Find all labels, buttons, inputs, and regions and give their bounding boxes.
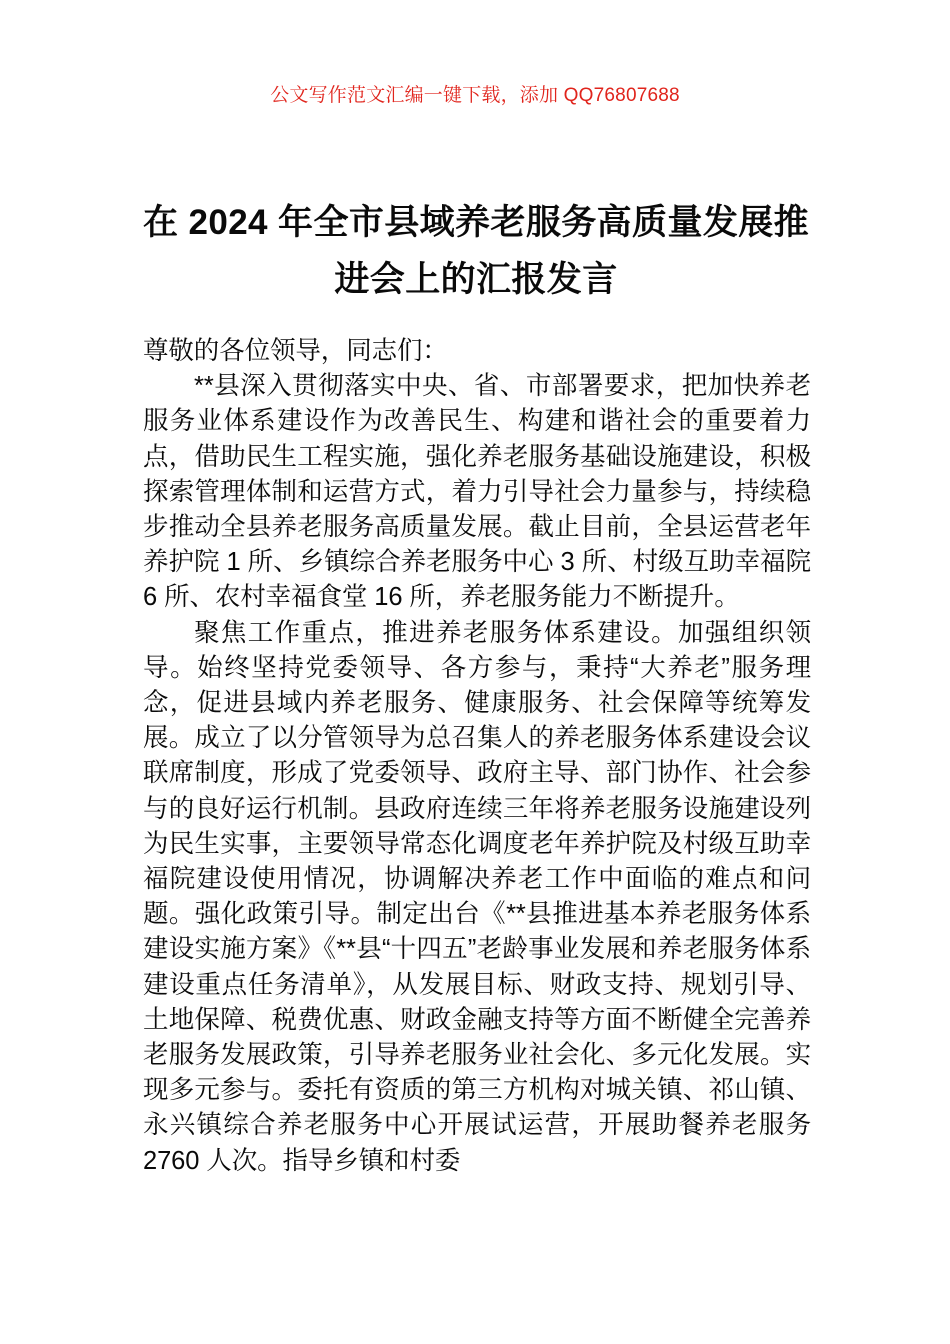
paragraph-key-work-focus: 聚焦工作重点，推进养老服务体系建设。加强组织领导。始终坚持党委领导、各方参与，秉持“大养老”服务理念，促进县域内养老服务、健康服务、社会保障等统筹发展。成立了以分管领导为总召集人的养老服务体系建设会议联席制度，形成了党委领导、政府主导、部门协作、社会参与的良好运行机制。县政府连续三年将养老服务设施建设列为民生实事，主要领导常态化调度老年养护院及村级互助幸福院建设使用情况，协调解决养老工作中面临的难点和问题。强化政策引导。制定出台《**县推进基本养老服务体系建设实施方案》《**县“十四五”老龄事业发展和养老服务体系建设重点任务清单》，从发展目标、财政支持、规划引导、土地保障、税费优惠、财政金融支持等方面不断健全完善养老服务发展政策，引导养老服务业社会化、多元化发展。实现多元参与。委托有资质的第三方机构对城关镇、祁山镇、永兴镇综合养老服务中心开展试运营，开展助餐养老服务 2760 人次。指导乡镇和村委 <box>143 618 811 1175</box>
promo-watermark-header: 公文写作范文汇编一键下载，添加 QQ76807688 <box>270 85 680 106</box>
page-title: 在 2024 年全市县域养老服务高质量发展推进会上的汇报发言 <box>142 203 810 300</box>
document-body <box>143 334 811 1179</box>
salutation-line: 尊敬的各位领导，同志们： <box>143 337 448 365</box>
paragraph-overview: **县深入贯彻落实中央、省、市部署要求，把加快养老服务业体系建设作为改善民生、构建和谐社会的重要着力点，借助民生工程实施，强化养老服务基础设施建设，积极探索管理体制和运营方式，着力引导社会力量参与，持续稳步推动全县养老服务高质量发展。截止目前，全县运营老年养护院 1 所、乡镇综合养老服务中心 3 所、村级互助幸福院 6 所、农村幸福食堂 16 所，养老服务能力不断提升。 <box>143 372 811 612</box>
